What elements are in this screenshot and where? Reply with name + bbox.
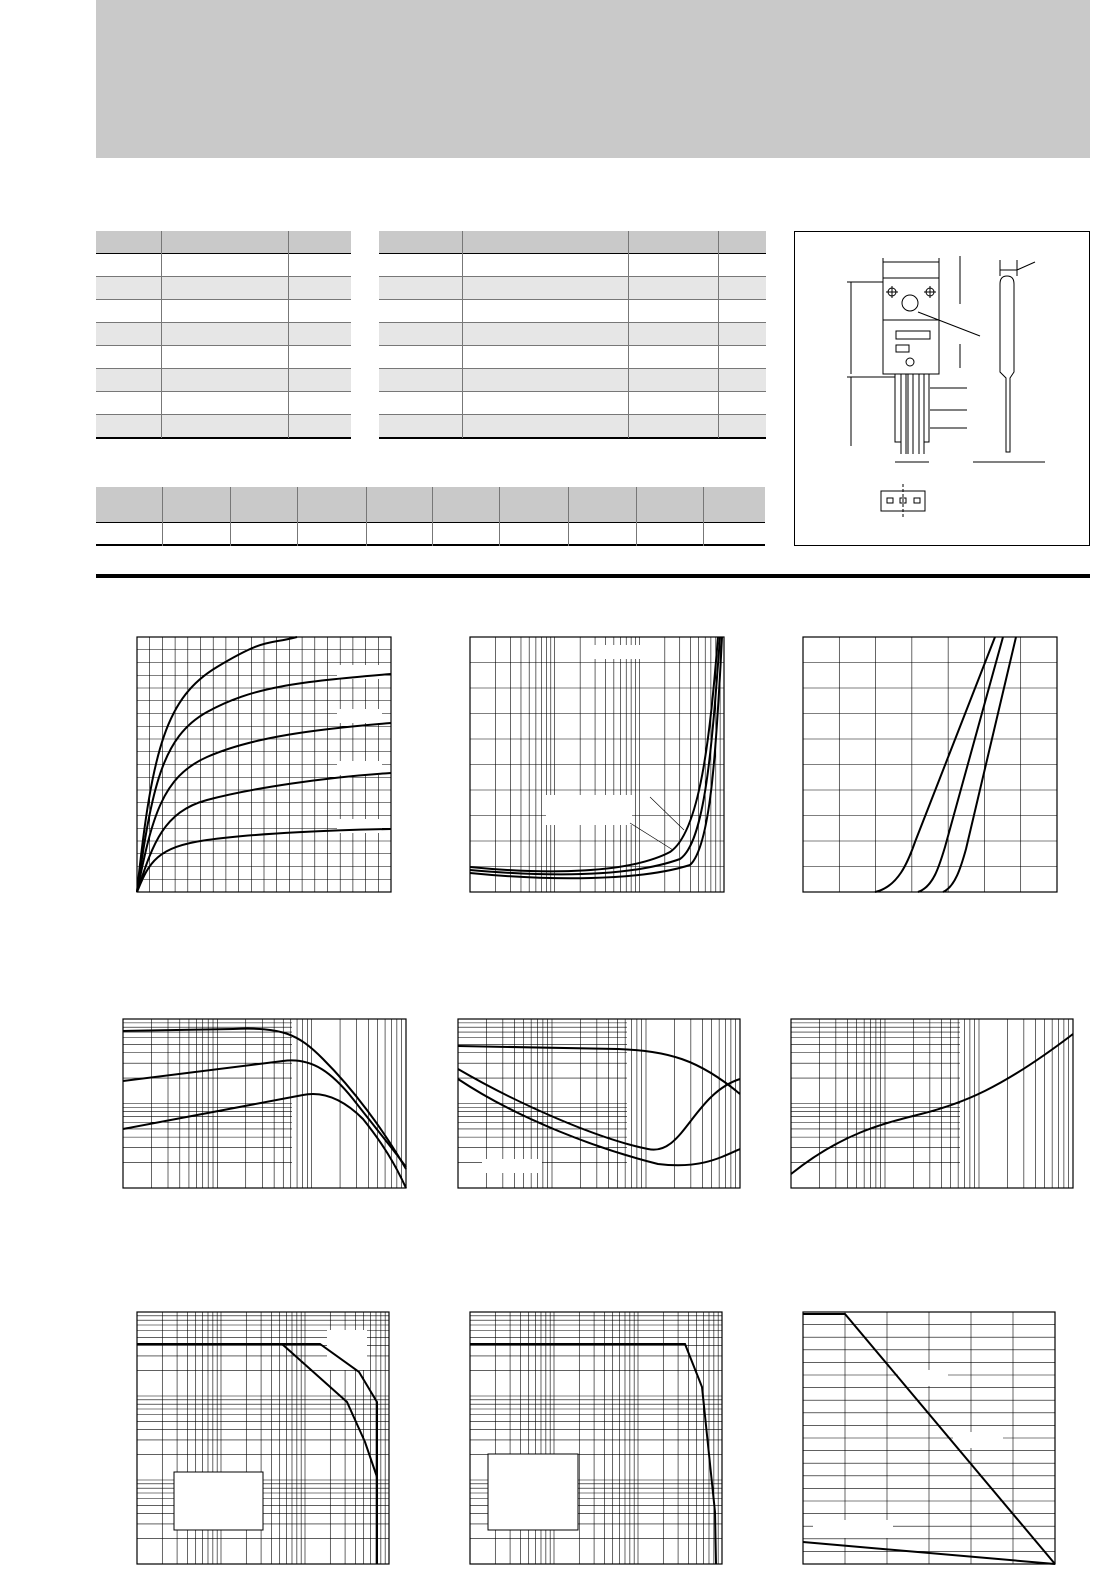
table-row <box>96 369 351 392</box>
table-row <box>379 254 766 277</box>
column-divider <box>636 487 637 546</box>
characteristic-graph-9 <box>803 1312 1055 1564</box>
label-box <box>174 1472 263 1530</box>
curve-1 <box>470 637 718 871</box>
table-row <box>96 277 351 300</box>
column-divider <box>499 487 500 546</box>
column-divider <box>366 487 367 546</box>
classification-table <box>96 487 765 546</box>
characteristic-graph-1 <box>137 637 391 892</box>
section-divider <box>96 574 1090 578</box>
column-divider <box>161 231 162 438</box>
electrical-characteristics-table <box>379 231 766 438</box>
table-row <box>96 415 351 439</box>
characteristic-graph-8 <box>470 1312 722 1564</box>
characteristic-graph-2 <box>470 637 724 892</box>
table-row <box>379 415 766 439</box>
column-divider <box>230 487 231 546</box>
column-divider <box>432 487 433 546</box>
table-row <box>96 254 351 277</box>
table-row <box>96 346 351 369</box>
table-row <box>96 523 765 546</box>
curve-1 <box>791 1034 1073 1174</box>
characteristic-graph-7 <box>137 1312 389 1564</box>
table-row <box>96 323 351 346</box>
column-divider <box>568 487 569 546</box>
package-outline-box <box>794 231 1090 546</box>
table-row <box>379 392 766 415</box>
table-header <box>96 231 351 254</box>
column-divider <box>162 487 163 546</box>
characteristic-graph-3 <box>803 637 1057 892</box>
curve-3 <box>470 637 722 878</box>
table-row <box>379 323 766 346</box>
curve-2 <box>123 1060 406 1167</box>
table-row <box>379 277 766 300</box>
table-row <box>96 392 351 415</box>
column-divider <box>718 231 719 438</box>
table-row <box>96 300 351 323</box>
table-row <box>379 369 766 392</box>
curve-2 <box>458 1069 740 1150</box>
table-header <box>96 487 765 523</box>
characteristic-graph-4 <box>123 1019 406 1188</box>
characteristic-graph-5 <box>458 1019 740 1188</box>
column-divider <box>628 231 629 438</box>
table-row <box>379 300 766 323</box>
characteristic-graph-6 <box>791 1019 1073 1188</box>
curve-1 <box>137 1344 377 1564</box>
table-row <box>379 346 766 369</box>
table-header <box>379 231 766 254</box>
header-banner <box>96 0 1090 158</box>
column-divider <box>462 231 463 438</box>
curve-1 <box>458 1046 740 1094</box>
absolute-max-ratings-table <box>96 231 351 438</box>
label-box <box>488 1454 578 1530</box>
column-divider <box>288 231 289 438</box>
curve-3 <box>123 1094 406 1188</box>
to220f-outline-drawing-icon <box>795 232 1091 547</box>
column-divider <box>297 487 298 546</box>
column-divider <box>703 487 704 546</box>
